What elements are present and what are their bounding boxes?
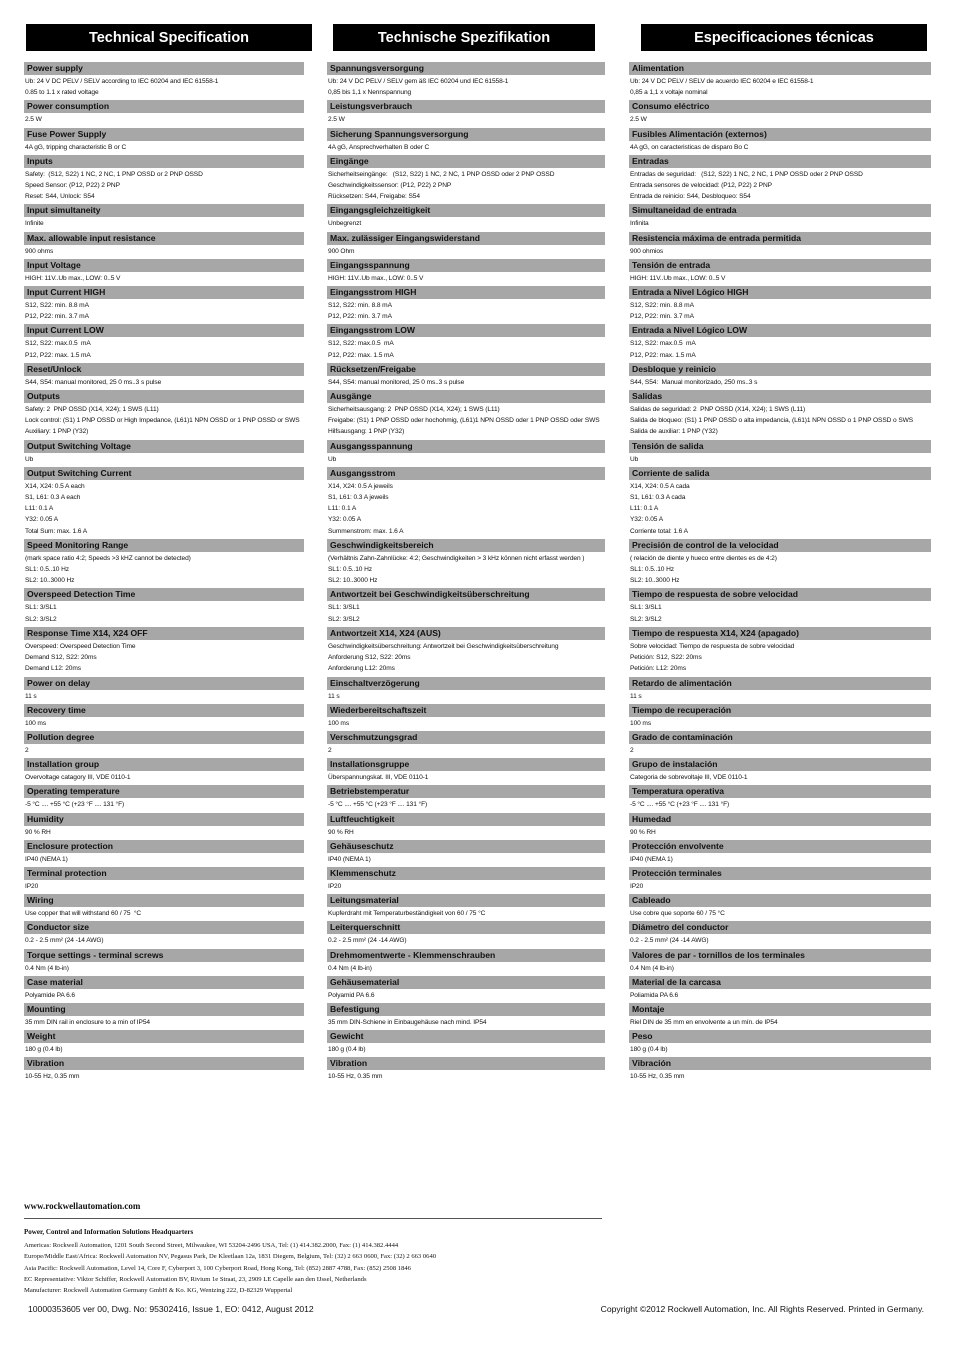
spec-section xyxy=(629,390,931,440)
spec-value: HIGH: 11V..Ub max., LOW: 0..5 V xyxy=(630,274,726,282)
spec-value: HIGH: 11V..Ub max., LOW: 0..5 V xyxy=(25,274,121,282)
spec-value: ( relación de diente y hueco entre dientes es de 4:2) SL1: 0.5..10 Hz SL2: 10..3000 Hz xyxy=(630,554,777,585)
spec-label: Material de la carcasa xyxy=(629,976,931,989)
header-german: Technische Spezifikation xyxy=(333,24,595,51)
spec-section xyxy=(327,155,605,205)
spec-section xyxy=(327,232,605,259)
spec-label: Consumo eléctrico xyxy=(629,100,931,113)
spec-section xyxy=(629,704,931,731)
spec-value: S44, S54: manual monitored, 25 0 ms..3 s pulse xyxy=(328,378,465,386)
spec-section xyxy=(24,539,304,589)
spec-label: Tensión de entrada xyxy=(629,259,931,272)
spec-section xyxy=(327,894,605,921)
spec-label: Max. zulässiger Eingangswiderstand xyxy=(327,232,605,245)
spec-section xyxy=(327,813,605,840)
spec-value: 2 xyxy=(328,746,332,754)
spec-section xyxy=(24,62,304,100)
spec-value: Unbegrenzt xyxy=(328,220,362,228)
spec-label: Gehäusematerial xyxy=(327,976,605,989)
spec-section xyxy=(327,204,605,231)
spec-section xyxy=(24,867,304,894)
spec-label: Power supply xyxy=(24,62,304,75)
spec-label: Gewicht xyxy=(327,1030,605,1043)
spec-column-spanish xyxy=(629,62,931,1085)
spec-section xyxy=(629,949,931,976)
spec-value: SL1: 3/SL1 SL2: 3/SL2 xyxy=(630,604,662,623)
spec-value: 100 ms xyxy=(630,719,652,727)
spec-label: Torque settings - terminal screws xyxy=(24,949,304,962)
spec-label: Eingänge xyxy=(327,155,605,168)
spec-label: Outputs xyxy=(24,390,304,403)
spec-value: Ub: 24 V DC PELV / SELV according to IEC 60204 and IEC 61558-1 0.85 to 1.1 x rated voltage xyxy=(25,78,219,97)
spec-label: Temperatura operativa xyxy=(629,785,931,798)
spec-label: Ausgangsstrom xyxy=(327,467,605,480)
spec-section xyxy=(24,1003,304,1030)
spec-label: Conductor size xyxy=(24,921,304,934)
spec-label: Antwortzeit X14, X24 (AUS) xyxy=(327,627,605,640)
spec-value: Poliamida PA 6.6 xyxy=(630,991,679,999)
spec-value: 90 % RH xyxy=(25,828,51,836)
spec-section xyxy=(24,758,304,785)
spec-value: 0.2 - 2.5 mm² (24 -14 AWG) xyxy=(25,937,104,945)
spec-value: 2.5 W xyxy=(328,116,345,124)
spec-value: HIGH: 11V..Ub max., LOW: 0..5 V xyxy=(328,274,424,282)
spec-section xyxy=(327,840,605,867)
spec-value: S12, S22: max.0.5 mA P12, P22: max. 1.5 mA xyxy=(328,340,394,359)
spec-label: Cableado xyxy=(629,894,931,907)
spec-section xyxy=(327,731,605,758)
spec-value: S12, S22: min. 8.8 mA P12, P22: min. 3.7 mA xyxy=(25,302,89,321)
spec-section xyxy=(629,100,931,127)
spec-section xyxy=(24,921,304,948)
spec-value: Kupferdraht mit Temperaturbeständigkeit von 60 / 75 °C xyxy=(328,910,486,918)
spec-section xyxy=(629,785,931,812)
spec-section xyxy=(629,758,931,785)
spec-label: Tiempo de respuesta X14, X24 (apagado) xyxy=(629,627,931,640)
spec-label: Ausgangsspannung xyxy=(327,440,605,453)
spec-label: Speed Monitoring Range xyxy=(24,539,304,552)
spec-label: Vibration xyxy=(24,1057,304,1070)
spec-value: 180 g (0.4 lb) xyxy=(25,1046,63,1054)
spec-section xyxy=(24,1030,304,1057)
spec-value: 900 Ohm xyxy=(328,247,355,255)
spec-label: Eingangsstrom HIGH xyxy=(327,286,605,299)
spec-label: Entrada a Nivel Lógico LOW xyxy=(629,324,931,337)
spec-value: Infinita xyxy=(630,220,649,228)
spec-label: Enclosure protection xyxy=(24,840,304,853)
spec-section xyxy=(629,588,931,626)
spec-value: 4A gG, Ansprechverhalten B oder C xyxy=(328,143,430,151)
spec-label: Spannungsversorgung xyxy=(327,62,605,75)
spec-section xyxy=(24,949,304,976)
spec-label: Simultaneidad de entrada xyxy=(629,204,931,217)
spec-section xyxy=(24,232,304,259)
spec-section xyxy=(24,677,304,704)
spec-value: Polyamide PA 6.6 xyxy=(25,991,75,999)
spec-label: Wiederbereitschaftszeit xyxy=(327,704,605,717)
spec-section xyxy=(629,921,931,948)
spec-value: Überspannungskat. III, VDE 0110-1 xyxy=(328,774,429,782)
spec-value: IP20 xyxy=(630,882,644,890)
spec-label: Protección terminales xyxy=(629,867,931,880)
spec-value: X14, X24: 0.5 A each S1, L61: 0.3 A each L11: 0.1 A Y32: 0.05 A Total Sum: max. 1.6 A xyxy=(25,482,88,535)
spec-section xyxy=(629,976,931,1003)
spec-label: Humedad xyxy=(629,813,931,826)
spec-label: Inputs xyxy=(24,155,304,168)
spec-value: Ub: 24 V DC PELV / SELV de acuerdo IEC 60204 e IEC 61558-1 0,85 a 1,1 x voltaje nominal xyxy=(630,78,814,97)
spec-value: Ub xyxy=(328,455,337,463)
spec-value: Infinite xyxy=(25,220,44,228)
spec-label: Overspeed Detection Time xyxy=(24,588,304,601)
spec-value: 11 s xyxy=(630,692,642,700)
spec-section xyxy=(327,758,605,785)
spec-value: 0.4 Nm (4 lb-in) xyxy=(25,964,69,972)
spec-value: (Verhältnis Zahn-Zahnlücke: 4:2; Geschwindigkeiten > 3 kHz können nicht erfasst werden ) SL1: 0.5..10 Hz SL2: 10..3000 Hz xyxy=(328,554,585,585)
spec-section xyxy=(629,467,931,539)
website-link[interactable]: www.rockwellautomation.com xyxy=(24,1201,141,1211)
spec-value: IP20 xyxy=(328,882,342,890)
spec-section xyxy=(629,539,931,589)
spec-value: Polyamid PA 6.6 xyxy=(328,991,375,999)
header-spanish: Especificaciones técnicas xyxy=(641,24,927,51)
spec-section xyxy=(629,440,931,467)
spec-label: Power on delay xyxy=(24,677,304,690)
spec-column-english xyxy=(24,62,304,1085)
header-english: Technical Specification xyxy=(26,24,312,51)
spec-label: Peso xyxy=(629,1030,931,1043)
spec-label: Corriente de salida xyxy=(629,467,931,480)
spec-value: 0.4 Nm (4 lb-in) xyxy=(328,964,372,972)
spec-section xyxy=(629,128,931,155)
spec-value: 2.5 W xyxy=(25,116,42,124)
spec-label: Case material xyxy=(24,976,304,989)
spec-value: Sicherheitseingänge: (S12, S22) 1 NC, 2 NC, 1 PNP OSSD oder 2 PNP OSSD Geschwindigkeitssensor: (P12, P22) 2 PNP Rücksetzen: S44, Freigabe: S54 xyxy=(328,170,555,201)
spec-label: Recovery time xyxy=(24,704,304,717)
spec-label: Klemmenschutz xyxy=(327,867,605,880)
spec-value: Ub: 24 V DC PELV / SELV gem äß IEC 60204 und IEC 61558-1 0,85 bis 1,1 x Nennspannung xyxy=(328,78,509,97)
spec-section xyxy=(24,785,304,812)
spec-section xyxy=(327,867,605,894)
spec-label: Leistungsverbrauch xyxy=(327,100,605,113)
spec-label: Response Time X14, X24 OFF xyxy=(24,627,304,640)
spec-value: Ub xyxy=(630,455,639,463)
spec-label: Protección envolvente xyxy=(629,840,931,853)
spec-value: Entradas de seguridad: (S12, S22) 1 NC, 2 NC, 1 PNP OSSD oder 2 PNP OSSD Entrada sensores de velocidad: (P12, P22) 2 PNP Entrada de reinicio: S44, Desbloqueo: S54 xyxy=(630,170,863,201)
spec-section xyxy=(24,363,304,390)
spec-section xyxy=(327,286,605,324)
spec-label: Humidity xyxy=(24,813,304,826)
spec-value: 10-55 Hz, 0.35 mm xyxy=(328,1073,383,1081)
spec-section xyxy=(629,1030,931,1057)
spec-section xyxy=(24,128,304,155)
spec-value: 2 xyxy=(630,746,634,754)
spec-value: S12, S22: max.0.5 mA P12, P22: max. 1.5 mA xyxy=(25,340,91,359)
spec-label: Sicherung Spannungsversorgung xyxy=(327,128,605,141)
spec-label: Grupo de instalación xyxy=(629,758,931,771)
spec-section xyxy=(327,1003,605,1030)
spec-value: 10-55 Hz, 0.35 mm xyxy=(630,1073,685,1081)
spec-section xyxy=(327,588,605,626)
spec-column-german xyxy=(327,62,605,1085)
spec-section xyxy=(24,704,304,731)
spec-label: Input simultaneity xyxy=(24,204,304,217)
spec-label: Pollution degree xyxy=(24,731,304,744)
spec-label: Installationsgruppe xyxy=(327,758,605,771)
spec-value: 35 mm DIN-Schiene in Einbaugehäuse nach mind. IP54 xyxy=(328,1018,487,1026)
spec-label: Reset/Unlock xyxy=(24,363,304,376)
spec-label: Output Switching Voltage xyxy=(24,440,304,453)
spec-value: 180 g (0.4 lb) xyxy=(328,1046,366,1054)
spec-section xyxy=(629,259,931,286)
spec-section xyxy=(629,324,931,362)
spec-section xyxy=(24,588,304,626)
spec-label: Tiempo de recuperación xyxy=(629,704,931,717)
document-number: 10000353605 ver 00, Dwg. No: 95302416, Issue 1, EO: 0412, August 2012 xyxy=(28,1304,314,1314)
spec-label: Terminal protection xyxy=(24,867,304,880)
spec-label: Precisión de control de la velocidad xyxy=(629,539,931,552)
spec-value: 100 ms xyxy=(25,719,47,727)
spec-section xyxy=(629,731,931,758)
spec-label: Drehmomentwerte - Klemmenschrauben xyxy=(327,949,605,962)
spec-label: Mounting xyxy=(24,1003,304,1016)
spec-label: Power consumption xyxy=(24,100,304,113)
spec-value: (mark space ratio 4:2; Speeds >3 kHZ cannot be detected) SL1: 0.5..10 Hz SL2: 10..3000 Hz xyxy=(25,554,191,585)
spec-value: S44, S54: Manual monitorizado, 250 ms..3 s xyxy=(630,378,758,386)
spec-section xyxy=(629,627,931,677)
spec-section xyxy=(327,1030,605,1057)
spec-section xyxy=(24,155,304,205)
spec-section xyxy=(327,976,605,1003)
spec-section xyxy=(327,1057,605,1084)
spec-value: IP40 (NEMA 1) xyxy=(25,855,68,863)
spec-section xyxy=(327,921,605,948)
spec-value: Geschwindigkeitsüberschreitung: Antwortzeit bei Geschwindigkeitsüberschreitung Anforderung S12, S22: 20ms Anforderung L12: 20ms xyxy=(328,642,559,673)
spec-label: Desbloque y reinicio xyxy=(629,363,931,376)
spec-value: 0.2 - 2.5 mm² (24 -14 AWG) xyxy=(630,937,709,945)
spec-label: Retardo de alimentación xyxy=(629,677,931,690)
hq-addresses: Americas: Rockwell Automation, 1201 South Second Street, Milwaukee, WI 53204-2496 USA, Tel: (1) 414.382.2000, Fax: (1) 414.382.4444 Europe/Middle East/Africa: Rockwell Automation NV, Pegasus Park, De Kleetlaan 12a, 1831 Diegem, Belgium, Tel: (32) 2 663 0600, Fax: (32) 2 663 0640 Asia Pacific: Rockwell Automation, Level 14, Core F, Cyberport 3, 100 Cyberport Road, Hong Kong, Tel: (852) 2887 4788, Fax: (852) 2508 1846 EC Representative: Viktor Schiffer, Rockwell Automation BV, Rivium 1e Straat, 23, 2909 LE Capelle aan den IJssel, Netherlands Manufacturer: Rockwell Automation Germany GmbH & Ko. KG, Wentzing 222, D-82329 Wuppertal xyxy=(24,1242,437,1295)
spec-value: Overspeed: Overspeed Detection Time Demand S12, S22: 20ms Demand L12: 20ms xyxy=(25,642,136,673)
spec-label: Eingangsstrom LOW xyxy=(327,324,605,337)
spec-section xyxy=(24,259,304,286)
spec-section xyxy=(629,286,931,324)
spec-section xyxy=(24,627,304,677)
spec-section xyxy=(629,155,931,205)
spec-label: Grado de contaminación xyxy=(629,731,931,744)
spec-section xyxy=(24,894,304,921)
spec-label: Luftfeuchtigkeit xyxy=(327,813,605,826)
spec-value: 35 mm DIN rail in enclosure to a min of IP54 xyxy=(25,1018,150,1026)
spec-section xyxy=(327,324,605,362)
spec-section xyxy=(327,128,605,155)
spec-section xyxy=(327,539,605,589)
spec-value: IP40 (NEMA 1) xyxy=(630,855,673,863)
spec-label: Tiempo de respuesta de sobre velocidad xyxy=(629,588,931,601)
spec-section xyxy=(24,840,304,867)
spec-label: Diámetro del conductor xyxy=(629,921,931,934)
spec-value: -5 °C .... +55 °C (+23 °F .... 131 °F) xyxy=(630,801,730,809)
spec-section xyxy=(24,976,304,1003)
spec-section xyxy=(327,390,605,440)
spec-label: Leiterquerschnitt xyxy=(327,921,605,934)
spec-section xyxy=(327,440,605,467)
spec-section xyxy=(24,286,304,324)
spec-section xyxy=(327,100,605,127)
spec-label: Eingangsgleichzeitigkeit xyxy=(327,204,605,217)
spec-section xyxy=(24,467,304,539)
spec-value: -5 °C .... +55 °C (+23 °F .... 131 °F) xyxy=(25,801,125,809)
spec-value: IP40 (NEMA 1) xyxy=(328,855,371,863)
spec-section xyxy=(629,204,931,231)
spec-label: Gehäuseschutz xyxy=(327,840,605,853)
spec-section xyxy=(24,731,304,758)
spec-value: 180 g (0.4 lb) xyxy=(630,1046,668,1054)
spec-section xyxy=(629,894,931,921)
spec-section xyxy=(629,232,931,259)
spec-section xyxy=(24,440,304,467)
spec-section xyxy=(24,204,304,231)
spec-value: Salidas de seguridad: 2 PNP OSSD (X14, X24); 1 SWS (L11) Salida de bloqueo: (S1) 1 PNP OSSD o alta impedancia, (L61)1 NPN OSSD o 1 PNP OSSD o SWS Salida de auxiliar: 1 PNP (Y32) xyxy=(630,406,914,436)
spec-value: S12, S22: max.0.5 mA P12, P22: max. 1.5 mA xyxy=(630,340,696,359)
spec-label: Antwortzeit bei Geschwindigkeitsüberschreitung xyxy=(327,588,605,601)
spec-label: Entrada a Nivel Lógico HIGH xyxy=(629,286,931,299)
spec-label: Installation group xyxy=(24,758,304,771)
spec-value: Use cobre que soporte 60 / 75 °C xyxy=(630,910,725,918)
spec-value: X14, X24: 0.5 A jeweils S1, L61: 0.3 A jeweils L11: 0.1 A Y32: 0.05 A Summenstrom: max. 1.6 A xyxy=(328,482,404,535)
hq-title: Power, Control and Information Solutions Headquarters xyxy=(24,1228,194,1236)
spec-label: Input Voltage xyxy=(24,259,304,272)
spec-value: 900 ohms xyxy=(25,247,54,255)
spec-label: Befestigung xyxy=(327,1003,605,1016)
spec-section xyxy=(24,813,304,840)
spec-label: Alimentation xyxy=(629,62,931,75)
spec-label: Input Current LOW xyxy=(24,324,304,337)
spec-value: 11 s xyxy=(328,692,340,700)
spec-label: Fusibles Alimentación (externos) xyxy=(629,128,931,141)
spec-value: Sicherheitsausgang: 2 PNP OSSD (X14, X24); 1 SWS (L11) Freigabe: (S1) 1 PNP OSSD oder hochohmig, (L61)1 NPN OSSD oder 1 PNP OSSD oder SWS Hilfsausgang: 1 PNP (Y32) xyxy=(328,406,600,436)
spec-label: Geschwindigkeitsbereich xyxy=(327,539,605,552)
spec-value: 10-55 Hz, 0.35 mm xyxy=(25,1073,80,1081)
spec-value: Ub xyxy=(25,455,34,463)
spec-value: Safety: (S12, S22) 1 NC, 2 NC, 1 PNP OSSD or 2 PNP OSSD Speed Sensor: (P12, P22) 2 PNP Reset: S44, Unlock: S54 xyxy=(25,170,203,201)
spec-value: 4A gG, tripping characteristic B or C xyxy=(25,143,127,151)
spec-section xyxy=(629,363,931,390)
spec-section xyxy=(629,1057,931,1084)
spec-section xyxy=(629,813,931,840)
spec-value: IP20 xyxy=(25,882,39,890)
spec-value: S44, S54: manual monitored, 25 0 ms..3 s pulse xyxy=(25,378,162,386)
spec-label: Resistencia máxima de entrada permitida xyxy=(629,232,931,245)
spec-section xyxy=(24,100,304,127)
spec-value: 90 % RH xyxy=(328,828,354,836)
spec-section xyxy=(327,677,605,704)
spec-label: Operating temperature xyxy=(24,785,304,798)
spec-label: Salidas xyxy=(629,390,931,403)
spec-section xyxy=(629,677,931,704)
footer-divider xyxy=(24,1218,602,1219)
spec-section xyxy=(24,390,304,440)
spec-label: Input Current HIGH xyxy=(24,286,304,299)
spec-section xyxy=(327,363,605,390)
spec-value: 11 s xyxy=(25,692,37,700)
spec-section xyxy=(327,704,605,731)
spec-section xyxy=(24,1057,304,1084)
spec-label: Vibración xyxy=(629,1057,931,1070)
spec-value: 0.2 - 2.5 mm² (24 -14 AWG) xyxy=(328,937,407,945)
spec-value: Overvoltage catagory III, VDE 0110-1 xyxy=(25,774,131,782)
spec-label: Montaje xyxy=(629,1003,931,1016)
spec-label: Leitungsmaterial xyxy=(327,894,605,907)
spec-label: Max. allowable input resistance xyxy=(24,232,304,245)
spec-section xyxy=(327,785,605,812)
spec-section xyxy=(327,259,605,286)
spec-value: 2 xyxy=(25,746,29,754)
spec-section xyxy=(327,949,605,976)
spec-label: Betriebstemperatur xyxy=(327,785,605,798)
spec-label: Entradas xyxy=(629,155,931,168)
spec-label: Einschaltverzögerung xyxy=(327,677,605,690)
spec-label: Rücksetzen/Freigabe xyxy=(327,363,605,376)
spec-value: 900 ohmios xyxy=(630,247,664,255)
spec-label: Output Switching Current xyxy=(24,467,304,480)
spec-value: Safety: 2 PNP OSSD (X14, X24); 1 SWS (L11) Lock control: (S1) 1 PNP OSSD or High Impedance, (L61)1 NPN OSSD or 1 PNP OSSD or SWS Auxiliary: 1 PNP (Y32) xyxy=(25,406,300,436)
spec-value: Riel DIN de 35 mm en envolvente a un mín. de IP54 xyxy=(630,1018,778,1026)
spec-section xyxy=(327,627,605,677)
spec-value: 2.5 W xyxy=(630,116,647,124)
spec-value: X14, X24: 0.5 A cada S1, L61: 0.3 A cada L11: 0.1 A Y32: 0.05 A Corriente total: 1.6 A xyxy=(630,482,690,535)
spec-value: 100 ms xyxy=(328,719,350,727)
spec-section xyxy=(629,840,931,867)
spec-label: Fuse Power Supply xyxy=(24,128,304,141)
spec-label: Valores de par - tornillos de los terminales xyxy=(629,949,931,962)
spec-section xyxy=(629,1003,931,1030)
spec-value: Sobre velocidad: Tiempo de respuesta de sobre velocidad Petición: S12, S22: 20ms Petición: L12: 20ms xyxy=(630,642,795,673)
spec-section xyxy=(629,62,931,100)
spec-value: -5 °C .... +55 °C (+23 °F .... 131 °F) xyxy=(328,801,428,809)
spec-label: Weight xyxy=(24,1030,304,1043)
spec-value: 0.4 Nm (4 lb-in) xyxy=(630,964,674,972)
spec-label: Verschmutzungsgrad xyxy=(327,731,605,744)
spec-label: Ausgänge xyxy=(327,390,605,403)
spec-value: 90 % RH xyxy=(630,828,656,836)
spec-label: Wiring xyxy=(24,894,304,907)
copyright: Copyright ©2012 Rockwell Automation, Inc. All Rights Reserved. Printed in Germany. xyxy=(600,1304,924,1314)
spec-section xyxy=(327,467,605,539)
spec-value: Categoria de sobrevoltaje III, VDE 0110-1 xyxy=(630,774,748,782)
spec-label: Vibration xyxy=(327,1057,605,1070)
spec-section xyxy=(327,62,605,100)
spec-value: Use copper that will withstand 60 / 75 °C xyxy=(25,910,142,918)
spec-value: S12, S22: min. 8.8 mA P12, P22: min. 3.7 mA xyxy=(630,302,694,321)
spec-value: SL1: 3/SL1 SL2: 3/SL2 xyxy=(25,604,57,623)
spec-section xyxy=(629,867,931,894)
spec-label: Tensión de salida xyxy=(629,440,931,453)
spec-section xyxy=(24,324,304,362)
spec-value: SL1: 3/SL1 SL2: 3/SL2 xyxy=(328,604,360,623)
spec-value: 4A gG, on caracteristicas de disparo Bo C xyxy=(630,143,749,151)
spec-label: Eingangsspannung xyxy=(327,259,605,272)
spec-value: S12, S22: min. 8.8 mA P12, P22: min. 3.7 mA xyxy=(328,302,392,321)
